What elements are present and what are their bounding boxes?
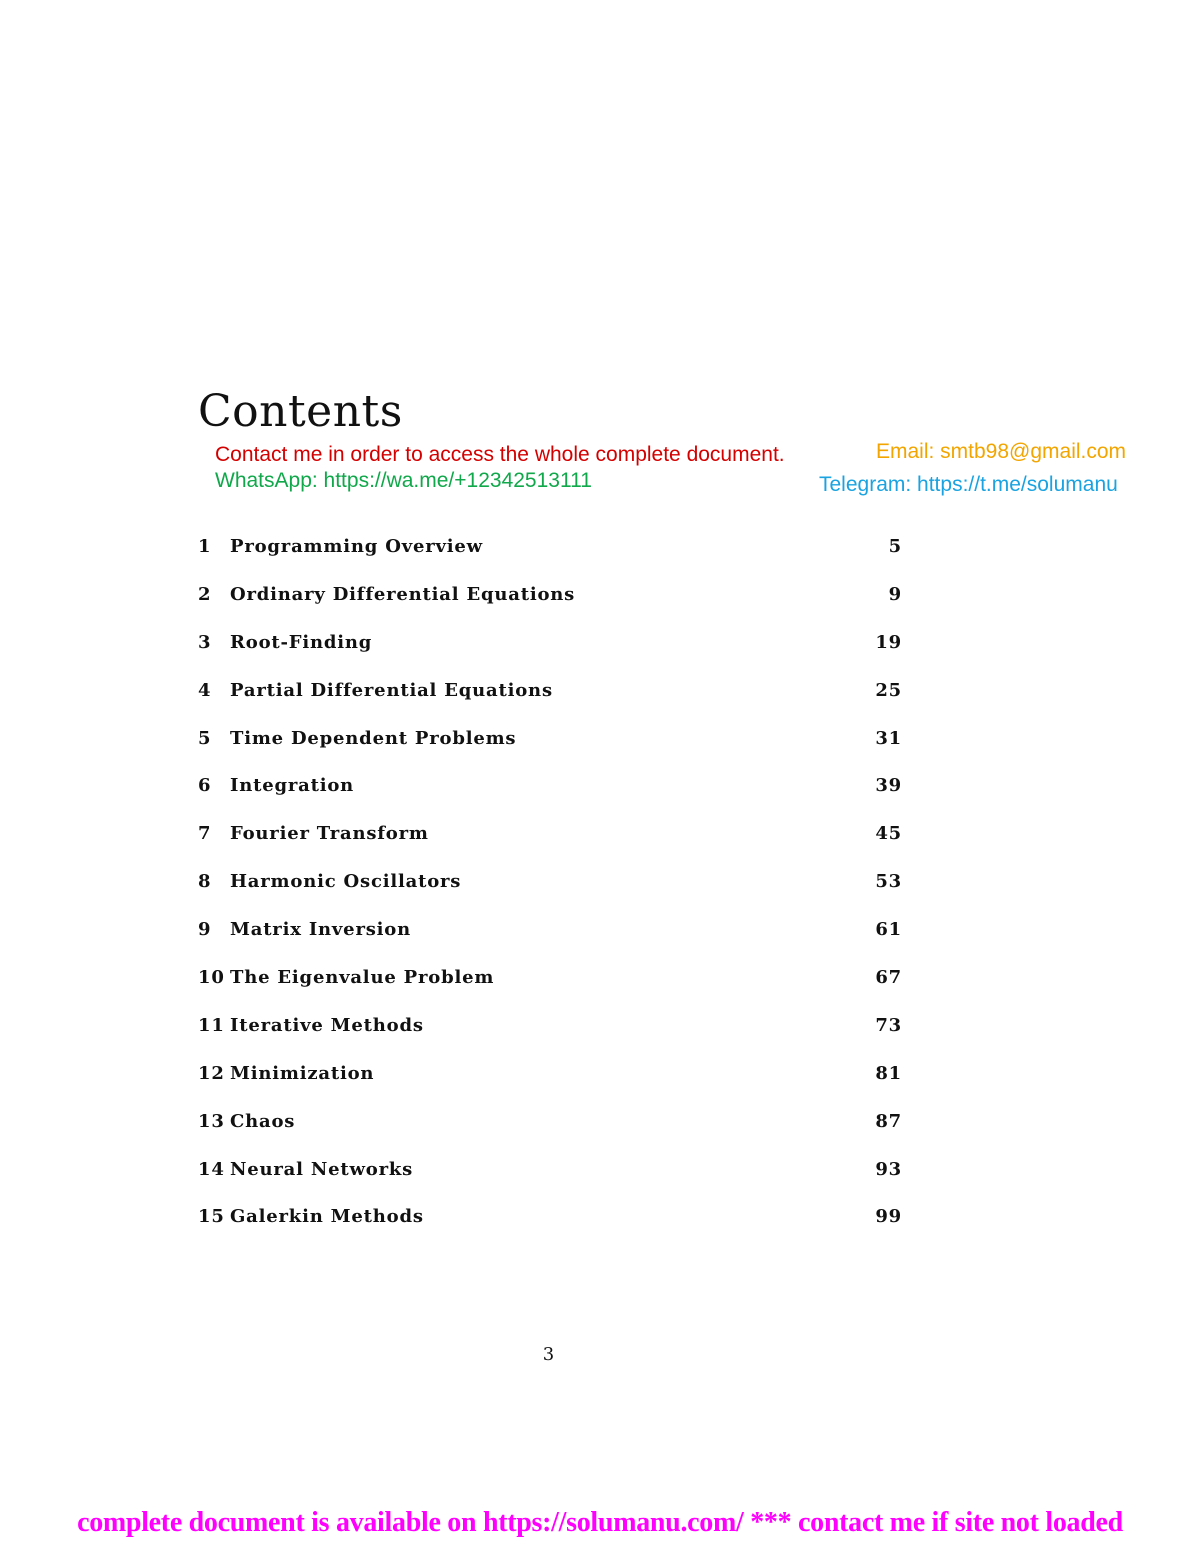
toc-page-number: 25 <box>875 679 902 701</box>
toc-entry[interactable] <box>198 915 902 963</box>
toc-chapter-title: Iterative Methods <box>230 1014 424 1036</box>
toc-entry[interactable] <box>198 1011 902 1059</box>
toc-chapter-title: Ordinary Differential Equations <box>230 583 576 605</box>
contact-message: Contact me in order to access the whole complete document. <box>215 443 785 466</box>
toc-chapter-title: Chaos <box>230 1110 296 1132</box>
toc-chapter-title: Partial Differential Equations <box>230 679 553 701</box>
toc-chapter-number: 15 <box>198 1206 225 1228</box>
toc-chapter-number: 5 <box>198 727 212 749</box>
toc-chapter-number: 12 <box>198 1062 225 1084</box>
toc-page-number: 53 <box>875 871 902 893</box>
toc-entry[interactable] <box>198 676 902 724</box>
toc-page-number: 45 <box>875 823 902 845</box>
page-title: Contents <box>198 386 403 437</box>
toc-entry[interactable] <box>198 867 902 915</box>
toc-chapter-title: Time Dependent Problems <box>230 727 517 749</box>
toc-chapter-title: Galerkin Methods <box>230 1206 424 1228</box>
toc-chapter-number: 10 <box>198 967 225 989</box>
toc-chapter-number: 11 <box>198 1014 225 1036</box>
footer-banner[interactable]: complete document is available on https://solumanu.com/ *** contact me if site not loaded <box>77 1507 1123 1538</box>
toc-entry[interactable] <box>198 1155 902 1203</box>
toc-page-number: 67 <box>875 967 902 989</box>
toc-chapter-number: 6 <box>198 775 212 797</box>
toc-entry[interactable] <box>198 532 902 580</box>
toc-page-number: 31 <box>875 727 902 749</box>
toc-chapter-number: 13 <box>198 1110 225 1132</box>
toc-chapter-title: Programming Overview <box>230 536 483 557</box>
toc-chapter-number: 2 <box>198 583 212 605</box>
toc-chapter-number: 7 <box>198 823 212 845</box>
toc-chapter-title: Matrix Inversion <box>230 919 411 941</box>
contact-email[interactable]: Email: smtb98@gmail.com <box>876 440 1127 463</box>
toc-page-number: 9 <box>888 583 902 605</box>
toc-entry[interactable] <box>198 1107 902 1155</box>
toc-page-number: 87 <box>875 1110 902 1132</box>
toc-page-number: 61 <box>875 919 902 941</box>
toc-entry[interactable] <box>198 724 902 772</box>
toc-chapter-number: 4 <box>198 679 212 701</box>
toc-entry[interactable] <box>198 1202 902 1250</box>
toc-entry[interactable] <box>198 628 902 676</box>
toc-chapter-number: 1 <box>198 536 212 557</box>
toc-chapter-number: 8 <box>198 871 212 893</box>
toc-chapter-number: 9 <box>198 919 212 941</box>
toc-chapter-title: Minimization <box>230 1062 375 1084</box>
toc-chapter-title: Root-Finding <box>230 631 373 653</box>
toc-entry[interactable] <box>198 819 902 867</box>
toc-chapter-title: The Eigenvalue Problem <box>230 967 495 989</box>
toc-entry[interactable] <box>198 963 902 1011</box>
toc-entry[interactable] <box>198 580 902 628</box>
toc-page-number: 39 <box>875 775 902 797</box>
contact-whatsapp[interactable]: WhatsApp: https://wa.me/+12342513111 <box>215 469 592 492</box>
toc-chapter-title: Neural Networks <box>230 1158 414 1180</box>
page-number: 3 <box>542 1344 555 1365</box>
toc-page-number: 93 <box>875 1158 902 1180</box>
toc-page-number: 73 <box>875 1014 902 1036</box>
contact-telegram[interactable]: Telegram: https://t.me/solumanu <box>819 473 1118 496</box>
toc-chapter-title: Fourier Transform <box>230 823 429 845</box>
toc-chapter-number: 14 <box>198 1158 225 1180</box>
toc-chapter-number: 3 <box>198 631 212 653</box>
toc-page-number: 19 <box>875 631 902 653</box>
toc-entry[interactable] <box>198 1059 902 1107</box>
toc-chapter-title: Harmonic Oscillators <box>230 871 462 893</box>
table-of-contents <box>198 532 902 1250</box>
toc-entry[interactable] <box>198 771 902 819</box>
toc-chapter-title: Integration <box>230 775 355 797</box>
toc-page-number: 81 <box>875 1062 902 1084</box>
toc-page-number: 5 <box>888 536 902 557</box>
toc-page-number: 99 <box>875 1206 902 1228</box>
